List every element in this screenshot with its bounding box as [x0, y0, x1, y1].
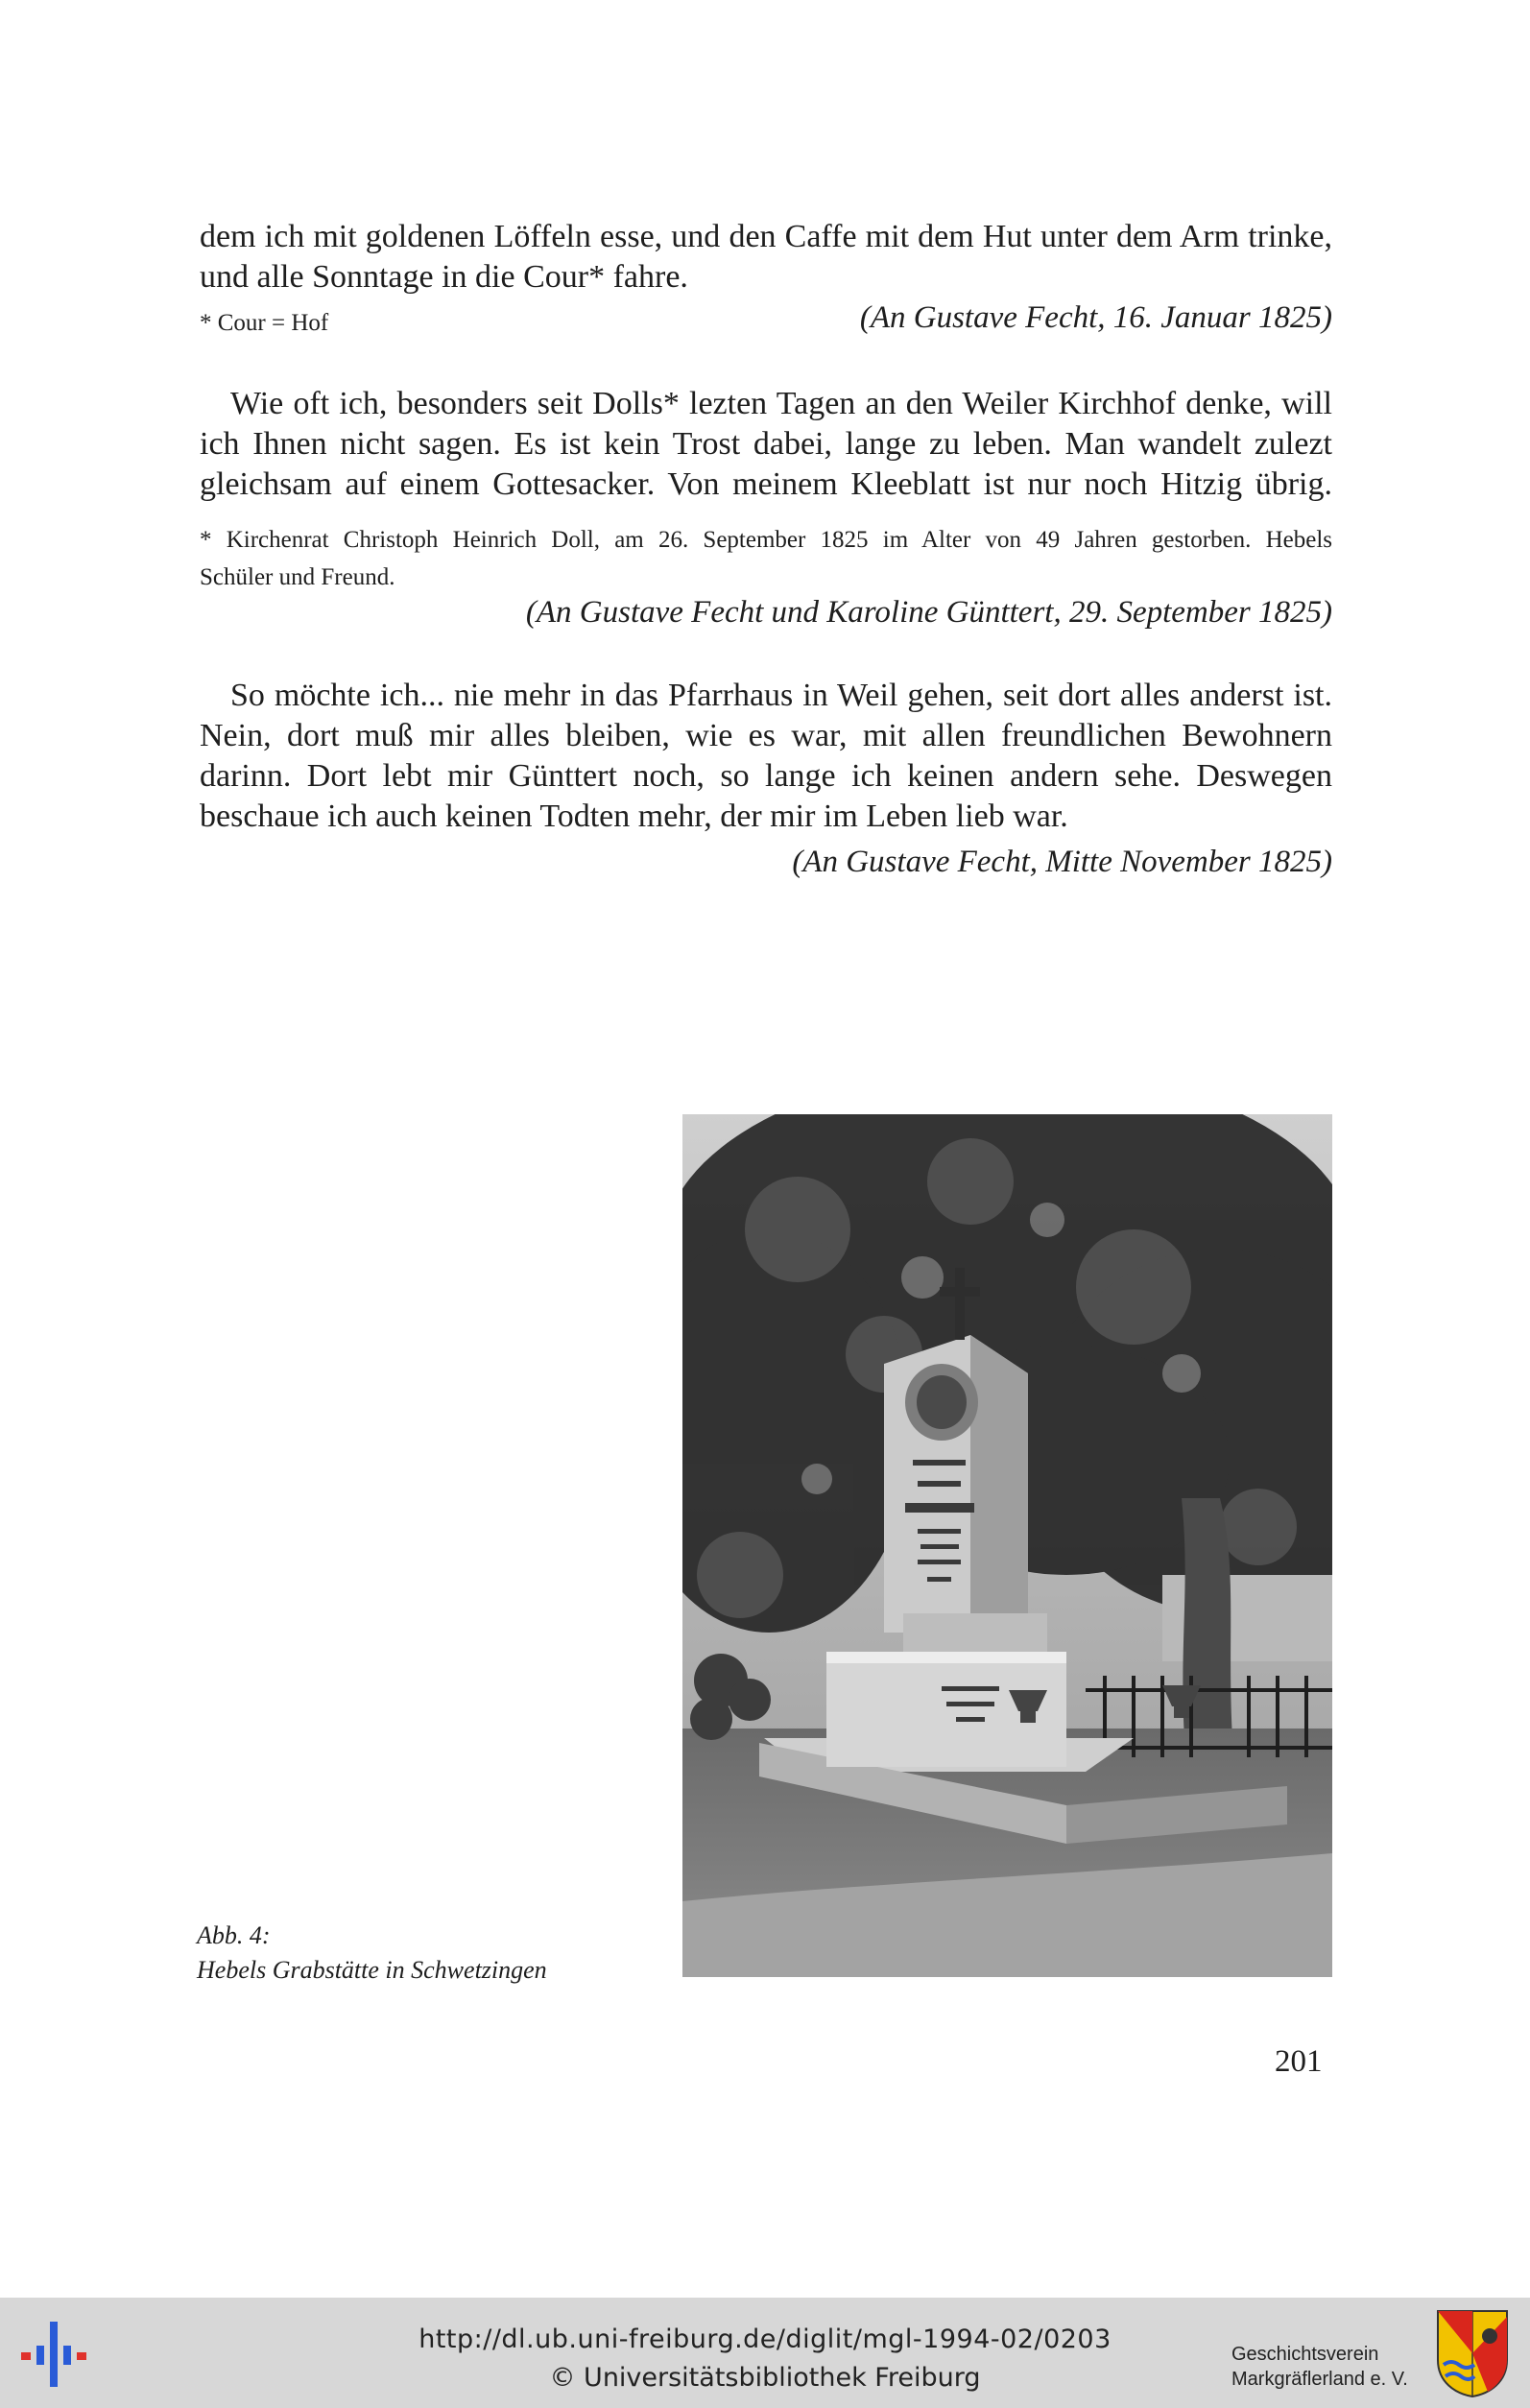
grave-photograph — [682, 1114, 1332, 1977]
paragraph-3-line: darinn. Dort lebt mir Günttert noch, so lange ich keinen andern sehe. Deswegen — [200, 758, 1332, 794]
paragraph-2-line: gleichsam auf einem Gottesacker. Von meinem Kleeblatt ist nur noch Hitzig übrig. — [200, 466, 1332, 502]
figure-caption — [197, 1919, 547, 1988]
footnote-doll-line2: Schüler und Freund. — [200, 564, 395, 590]
society-name-line2: Markgräflerland e. V. — [1231, 2369, 1408, 2390]
footnote-cour: * Cour = Hof — [200, 310, 329, 336]
paragraph-2 — [200, 384, 1332, 505]
society-name — [1231, 2342, 1423, 2392]
paragraph-3 — [200, 676, 1332, 837]
paragraph-1-line: und alle Sonntage in die Cour* fahre. — [200, 259, 688, 295]
paragraph-3-line: Nein, dort muß mir alles bleiben, wie es war, mit allen freundlichen Bewohnern — [200, 718, 1332, 753]
paragraph-2-line: Wie oft ich, besonders seit Dolls* lezten Tagen an den Weiler Kirchhof denke, will — [230, 386, 1332, 421]
document-url[interactable]: http://dl.ub.uni-freiburg.de/diglit/mgl-1994-02/0203 — [418, 2325, 1112, 2354]
paragraph-3-line: beschaue ich auch keinen Todten mehr, der mir im Leben lieb war. — [200, 799, 1068, 834]
paragraph-2-line: ich Ihnen nicht sagen. Es ist kein Trost dabei, lange zu leben. Man wandelt zulezt — [200, 426, 1332, 462]
paragraph-1-line: dem ich mit goldenen Löffeln esse, und den Caffe mit dem Hut unter dem Arm trinke, — [200, 219, 1332, 254]
copyright-notice: © Universitätsbibliothek Freiburg — [549, 2363, 981, 2393]
caption-text: Hebels Grabstätte in Schwetzingen — [197, 1956, 547, 1984]
page-number: 201 — [1275, 2044, 1323, 2079]
citation-2: (An Gustave Fecht und Karoline Günttert, 29. September 1825) — [525, 595, 1332, 630]
footer-bar — [0, 2298, 1530, 2408]
paragraph-1 — [200, 217, 1332, 298]
citation-1: (An Gustave Fecht, 16. Januar 1825) — [859, 300, 1332, 335]
coat-of-arms-icon — [1434, 2307, 1511, 2398]
caption-label: Abb. 4: — [197, 1921, 271, 1949]
paragraph-3-line: So möchte ich... nie mehr in das Pfarrhaus in Weil gehen, seit dort alles anderst ist. — [230, 678, 1332, 713]
society-name-line1: Geschichtsverein — [1231, 2344, 1379, 2365]
footnote-doll-line1: * Kirchenrat Christoph Heinrich Doll, am 26. September 1825 im Alter von 49 Jahren gestorben. Hebels — [200, 527, 1332, 553]
citation-3: (An Gustave Fecht, Mitte November 1825) — [792, 845, 1332, 879]
